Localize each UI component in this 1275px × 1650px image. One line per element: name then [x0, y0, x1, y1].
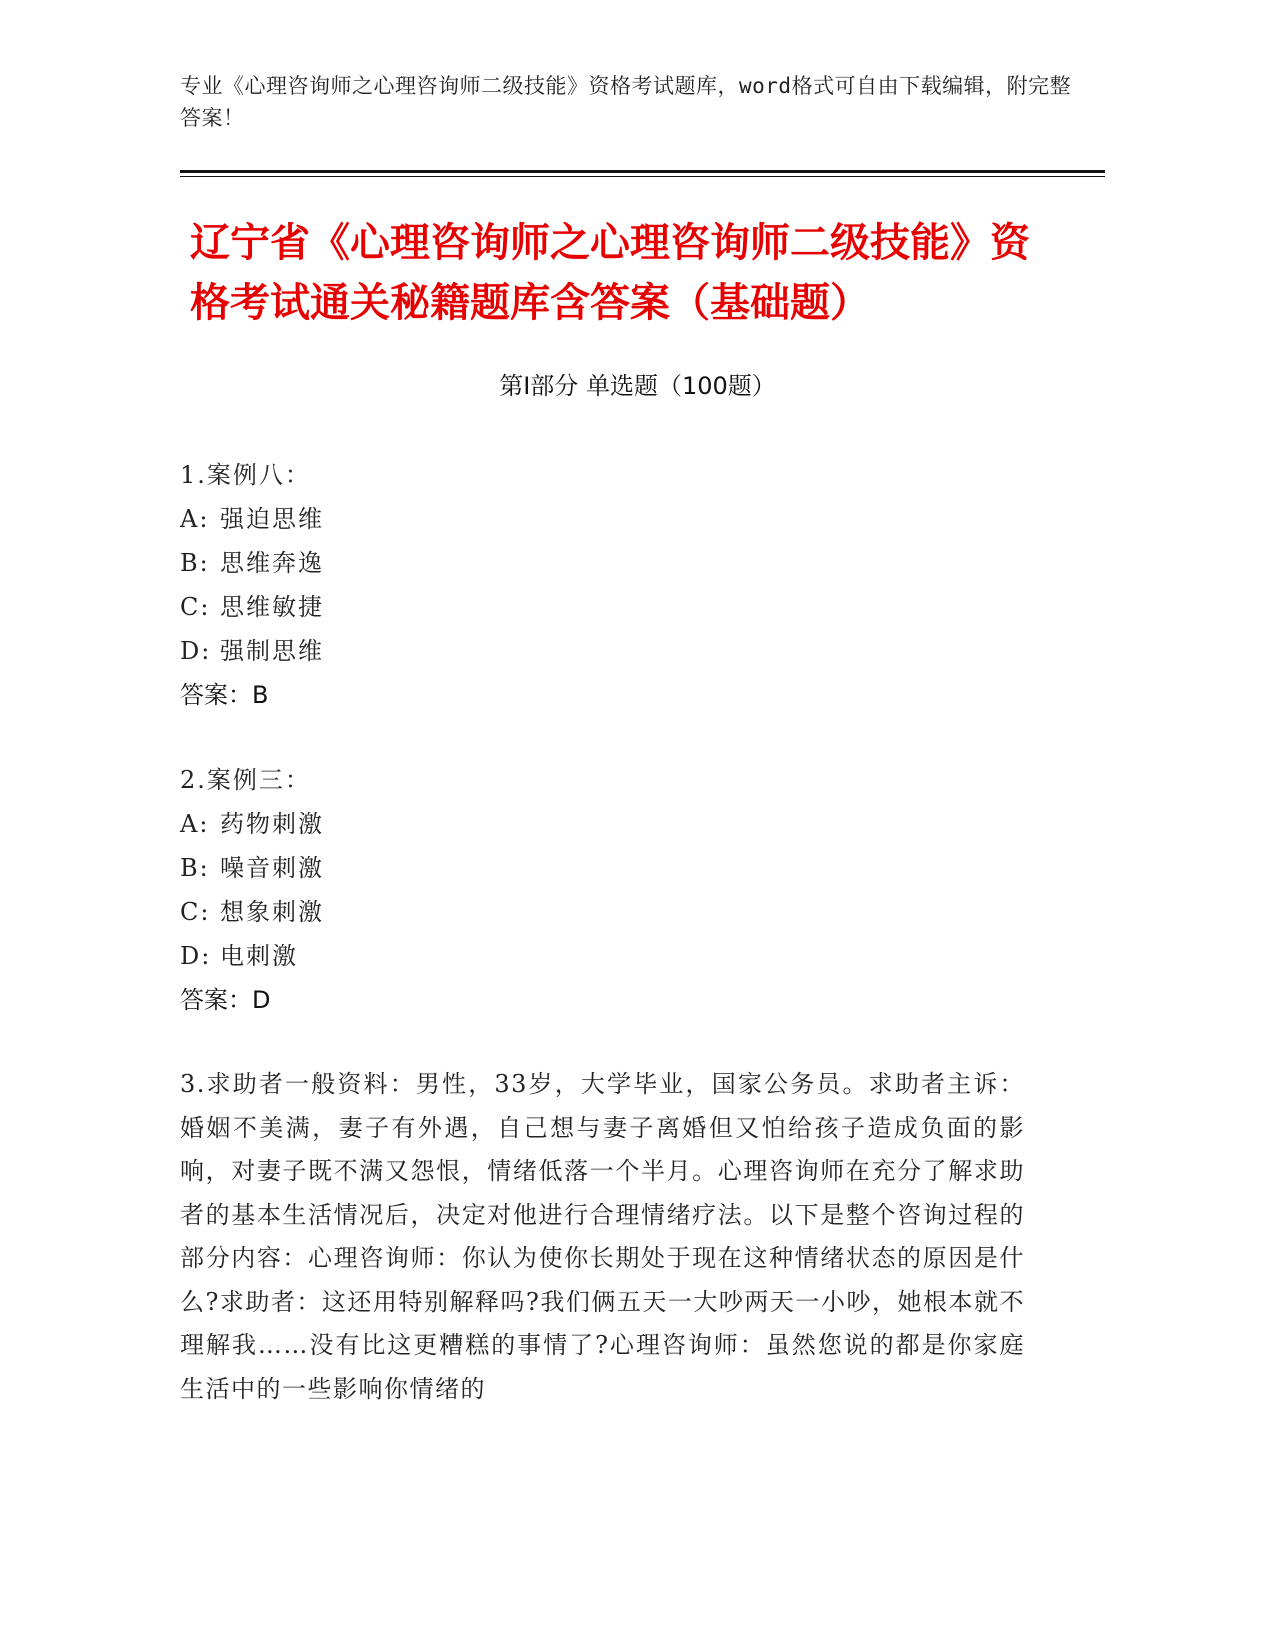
option-text: 思维敏捷	[220, 593, 324, 621]
question-1	[180, 453, 1040, 717]
option-text: 强迫思维	[220, 505, 324, 533]
question-stem: 1.案例八：	[180, 461, 311, 489]
option-text: 药物刺激	[220, 810, 324, 838]
answer: 答案：B	[180, 681, 269, 709]
option-letter: B:	[180, 854, 210, 882]
document-title: 辽宁省《心理咨询师之心理咨询师二级技能》资格考试通关秘籍题库含答案（基础题）	[190, 220, 1030, 326]
option-text: 强制思维	[220, 637, 324, 665]
option-text: 电刺激	[220, 942, 298, 970]
answer: 答案：D	[180, 986, 271, 1014]
section-title: 第Ⅰ部分 单选题（100题）	[499, 372, 776, 400]
option-text: 思维奔逸	[220, 549, 324, 577]
option-letter: D:	[180, 942, 212, 970]
option-d	[180, 629, 1040, 673]
option-a	[180, 802, 1040, 846]
option-letter: D:	[180, 637, 212, 665]
header-rule-thin	[180, 176, 1105, 177]
option-letter: C:	[180, 593, 211, 621]
option-text: 想象刺激	[220, 898, 324, 926]
option-text: 噪音刺激	[220, 854, 324, 882]
question-stem: 3.求助者一般资料：男性，33岁，大学毕业，国家公务员。求助者主诉：婚姻不美满，妻子有外遇，自己想与妻子离婚但又怕给孩子造成负面的影响，对妻子既不满又怨恨，情绪低落一个半月。心理咨询师在充分了解求助者的基本生活情况后，决定对他进行合理情绪疗法。以下是整个咨询过程的部分内容：心理咨询师：你认为使你长期处于现在这种情绪状态的原因是什么?求助者：这还用特别解释吗?我们俩五天一大吵两天一小吵，她根本就不理解我……没有比这更糟糕的事情了?心理咨询师：虽然您说的都是你家庭生活中的一些影响你情绪的	[180, 1070, 1025, 1403]
header-note: 专业《心理咨询师之心理咨询师二级技能》资格考试题库，word格式可自由下载编辑，附完整答案！	[180, 74, 1072, 130]
option-letter: B:	[180, 549, 210, 577]
question-3	[180, 1063, 1040, 1411]
question-stem: 2.案例三：	[180, 766, 311, 794]
option-letter: C:	[180, 898, 211, 926]
option-b	[180, 846, 1040, 890]
option-b	[180, 541, 1040, 585]
option-letter: A:	[180, 810, 210, 838]
option-c	[180, 585, 1040, 629]
option-a	[180, 497, 1040, 541]
option-letter: A:	[180, 505, 210, 533]
option-c	[180, 890, 1040, 934]
option-d	[180, 934, 1040, 978]
question-2	[180, 758, 1040, 1022]
header-rule-thick	[180, 170, 1105, 173]
